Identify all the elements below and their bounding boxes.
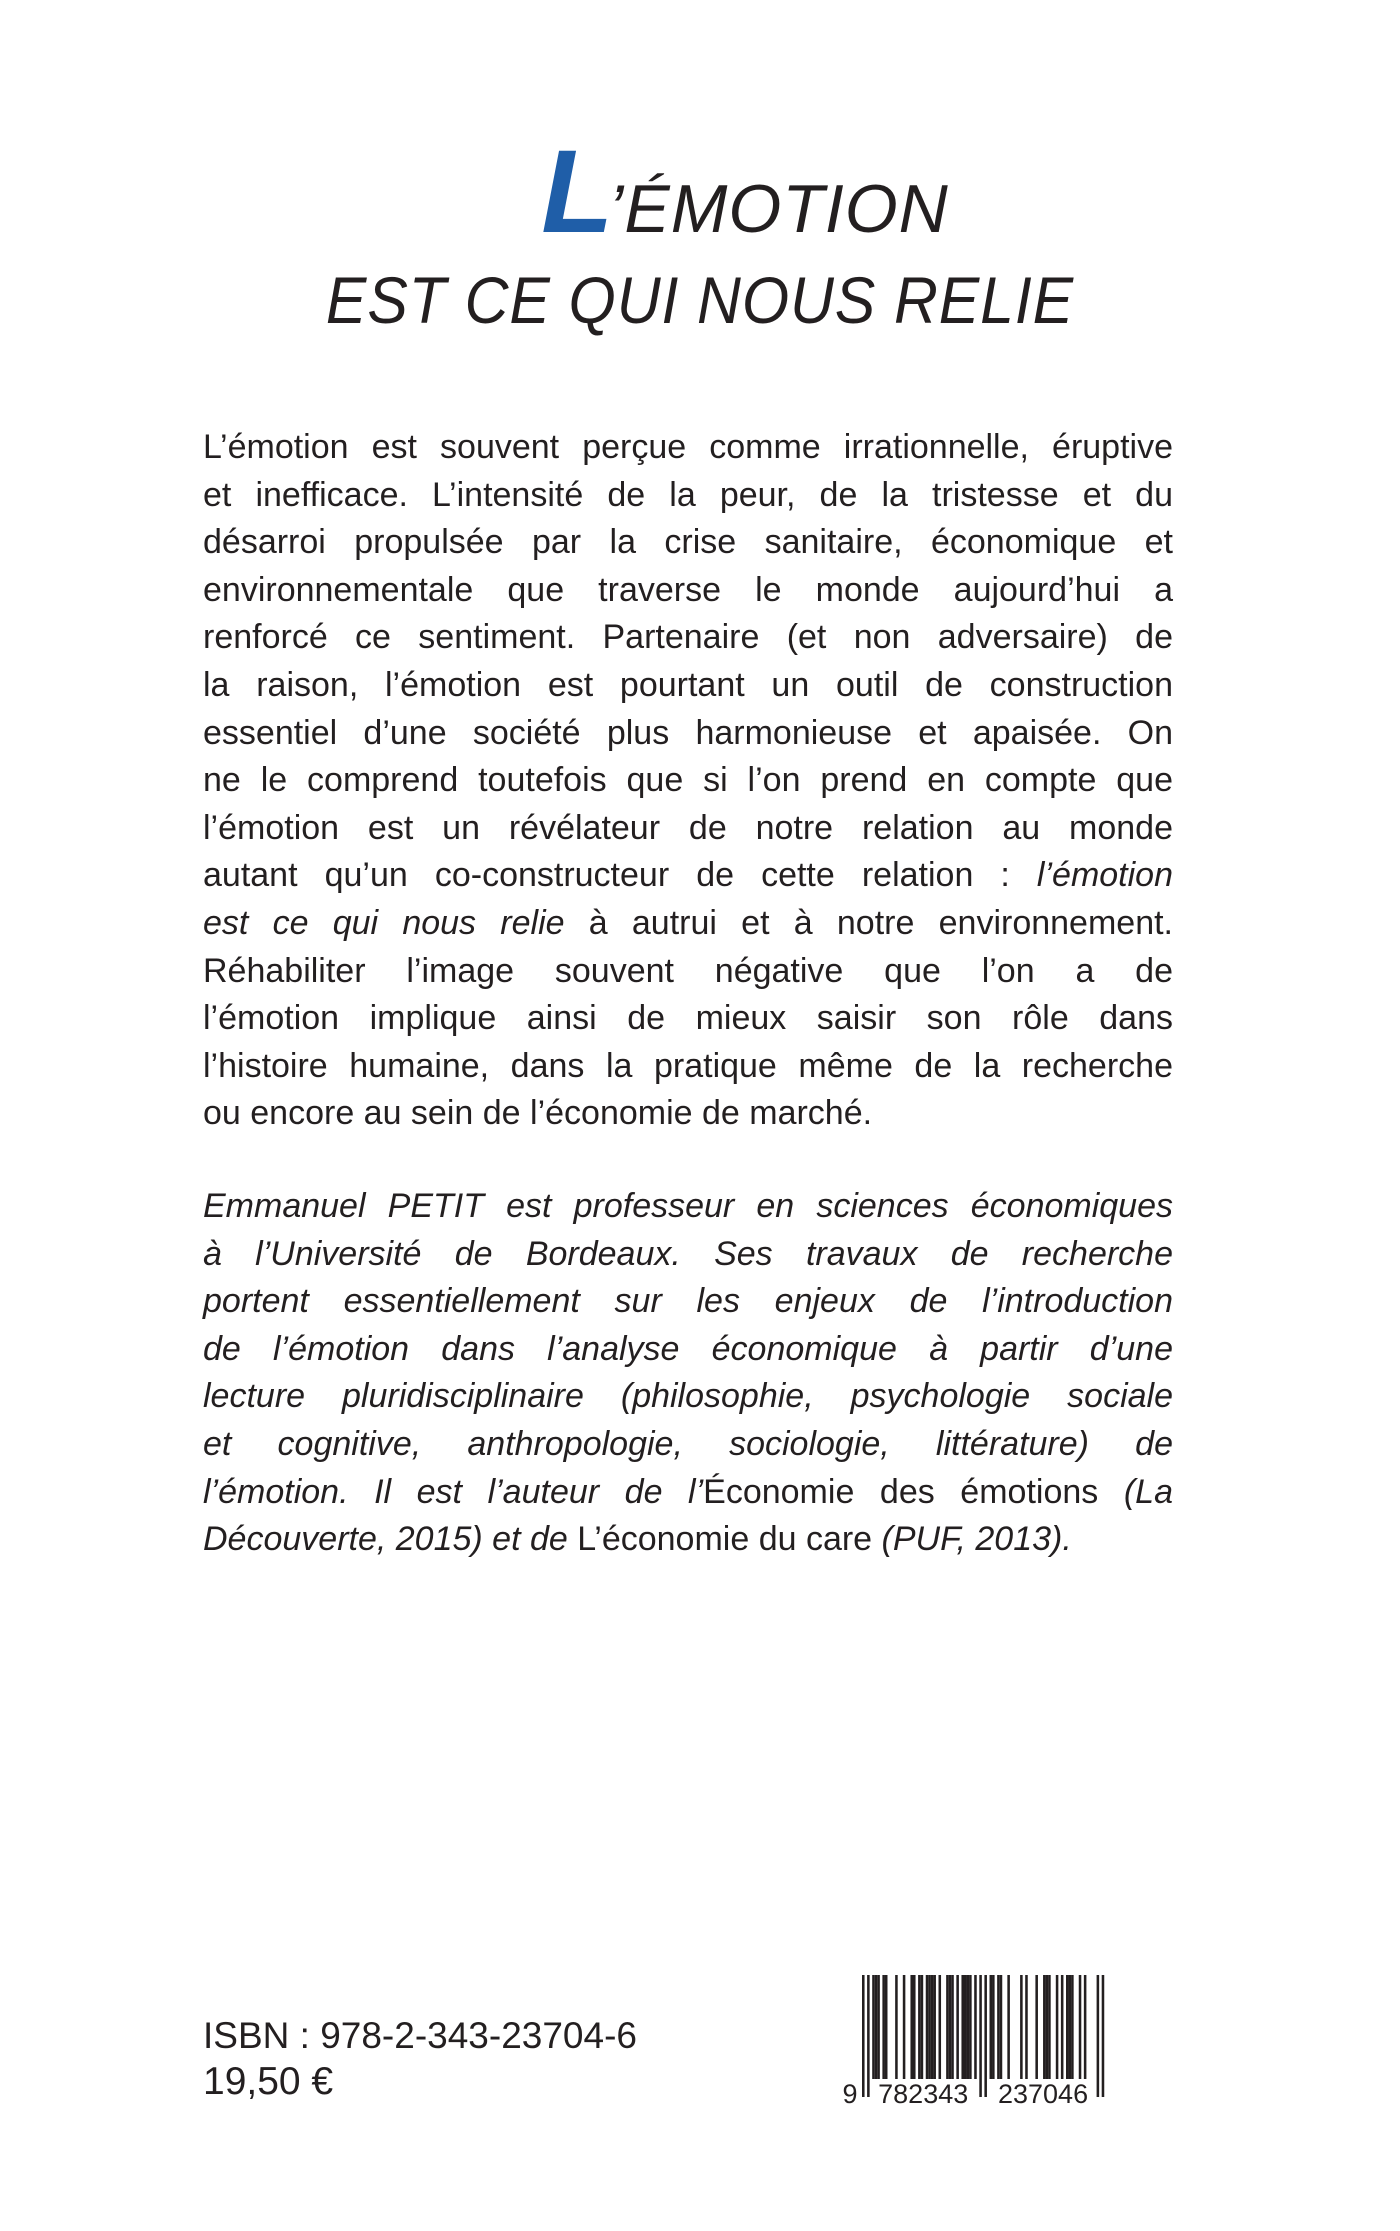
- barcode-bar: [1056, 1975, 1059, 2079]
- barcode-bar: [1020, 1975, 1023, 2079]
- barcode-bar: [949, 1975, 952, 2079]
- text-line: [203, 662, 1173, 710]
- text-line: [203, 1516, 1173, 1564]
- text-segment: de l’émotion dans l’analyse économique à partir d’une: [203, 1329, 1173, 1368]
- text-segment: l’émotion implique ainsi de mieux saisir son rôle dans: [203, 999, 1173, 1038]
- barcode-bar: [926, 1975, 929, 2079]
- barcode: [840, 1970, 1120, 2110]
- text-line: [203, 614, 1173, 662]
- title-line-1: [45, 126, 1400, 258]
- text-segment: la raison, l’émotion est pourtant un outil de construction: [203, 665, 1173, 704]
- barcode-bar: [931, 1975, 934, 2079]
- barcode-bar: [1069, 1975, 1072, 2079]
- barcode-bar: [1043, 1975, 1046, 2079]
- barcode-bar: [990, 1975, 993, 2079]
- text-segment: l’émotion. Il est l’auteur de l’: [203, 1472, 704, 1511]
- text-segment: et cognitive, anthropologie, sociologie, littérature) de: [203, 1424, 1173, 1463]
- title-initial: L: [541, 126, 615, 258]
- barcode-bar: [964, 1975, 967, 2079]
- barcode-bar: [921, 1975, 924, 2079]
- text-line: [203, 1183, 1173, 1231]
- text-line: [203, 1469, 1173, 1517]
- text-segment: portent essentiellement sur les enjeux de l’introduction: [203, 1282, 1173, 1321]
- barcode-bar: [872, 1975, 875, 2079]
- barcode-bar: [939, 1975, 942, 2079]
- emphasized-text: est ce qui nous relie: [203, 903, 565, 942]
- barcode-bar: [1025, 1975, 1028, 2079]
- text-segment: ne le comprend toutefois que si l’on prend en compte que: [203, 761, 1173, 800]
- text-segment: l’histoire humaine, dans la pratique même de la recherche: [203, 1046, 1173, 1085]
- barcode-bar: [933, 1975, 936, 2079]
- title-rest: ’ÉMOTION: [608, 171, 949, 247]
- text-line: [203, 852, 1173, 900]
- barcode-bar: [1000, 1975, 1003, 2079]
- text-segment: ou encore au sein de l’économie de marché.: [203, 1094, 873, 1133]
- barcode-bar: [1071, 1975, 1074, 2079]
- barcode-bar: [877, 1975, 880, 2079]
- text-line: [203, 1043, 1173, 1091]
- text-segment: essentiel d’une société plus harmonieuse et apaisée. On: [203, 713, 1173, 752]
- barcode-bar: [885, 1975, 888, 2079]
- barcode-bar: [1035, 1975, 1038, 2079]
- text-segment: Réhabiliter l’image souvent négative que l’on a de: [203, 951, 1173, 990]
- barcode-bar: [1048, 1975, 1051, 2079]
- text-segment: l’émotion est un révélateur de notre relation au monde: [203, 808, 1173, 847]
- barcode-bar: [918, 1975, 921, 2079]
- title-line-2: EST CE QUI NOUS RELIE: [325, 263, 1075, 337]
- barcode-bar: [862, 1975, 865, 2097]
- price: 19,50 €: [203, 2060, 334, 2103]
- summary-paragraph: [203, 424, 1173, 1138]
- barcode-bar: [1046, 1975, 1049, 2079]
- isbn: ISBN : 978-2-343-23704-6: [203, 2015, 637, 2056]
- text-segment: à autrui et à notre environnement.: [564, 903, 1173, 942]
- text-line: [203, 995, 1173, 1043]
- text-segment: Découverte, 2015) et de: [203, 1520, 578, 1559]
- barcode-bar: [913, 1975, 916, 2079]
- barcode-bar: [910, 1975, 913, 2079]
- barcode-bar: [1066, 1975, 1069, 2079]
- barcode-bar: [956, 1975, 959, 2079]
- text-line: [203, 710, 1173, 758]
- emphasized-text: Économie des émotions: [703, 1472, 1099, 1511]
- text-segment: (La: [1098, 1472, 1173, 1511]
- barcode-digits: 9: [842, 2079, 858, 2109]
- barcode-bar: [969, 1975, 972, 2079]
- text-segment: Emmanuel PETIT est professeur en sciences économiques: [203, 1187, 1173, 1225]
- barcode-bar: [984, 1975, 987, 2097]
- barcode-bar: [961, 1975, 964, 2079]
- text-line: [203, 1090, 1173, 1138]
- text-segment: renforcé ce sentiment. Partenaire (et non adversaire) de: [203, 618, 1173, 657]
- text-line: [203, 805, 1173, 853]
- barcode-bar: [1084, 1975, 1087, 2079]
- barcode-bar: [992, 1975, 995, 2079]
- text-line: [203, 1278, 1173, 1326]
- barcode-bar: [882, 1975, 885, 2079]
- barcode-bar: [979, 1975, 982, 2097]
- barcode-digits: 237046: [997, 2079, 1089, 2109]
- barcode-bar: [903, 1975, 906, 2079]
- text-segment: lecture pluridisciplinaire (philosophie, psychologie sociale: [203, 1377, 1173, 1416]
- author-bio-paragraph: [203, 1183, 1173, 1564]
- barcode-bar: [974, 1975, 977, 2079]
- emphasized-text: L’économie du care: [577, 1520, 873, 1559]
- barcode-bar: [997, 1975, 1000, 2079]
- barcode-bar: [1102, 1975, 1105, 2097]
- text-line: [203, 424, 1173, 472]
- text-line: [203, 1421, 1173, 1469]
- barcode-bar: [1061, 1975, 1064, 2079]
- text-line: [203, 1326, 1173, 1374]
- text-segment: autant qu’un co-constructeur de cette relation :: [203, 856, 1037, 895]
- text-line: [203, 1373, 1173, 1421]
- text-segment: (PUF, 2013).: [872, 1520, 1072, 1559]
- text-line: [203, 1231, 1173, 1279]
- text-segment: désarroi propulsée par la crise sanitaire, économique et: [203, 523, 1173, 562]
- text-line: [203, 567, 1173, 615]
- text-line: [203, 757, 1173, 805]
- text-segment: à l’Université de Bordeaux. Ses travaux de recherche: [203, 1234, 1173, 1273]
- text-line: [203, 519, 1173, 567]
- barcode-bar: [867, 1975, 870, 2097]
- text-line: [203, 900, 1173, 948]
- text-segment: L’émotion est souvent perçue comme irrationnelle, éruptive: [203, 428, 1173, 466]
- barcode-bar: [1079, 1975, 1082, 2079]
- text-line: [203, 948, 1173, 996]
- barcode-bar: [951, 1975, 954, 2079]
- barcode-bar: [895, 1975, 898, 2079]
- barcode-bar: [1097, 1975, 1100, 2097]
- barcode-bar: [946, 1975, 949, 2079]
- text-line: [203, 472, 1173, 520]
- barcode-bar: [928, 1975, 931, 2079]
- text-segment: environnementale que traverse le monde aujourd’hui a: [203, 570, 1173, 609]
- text-segment: et inefficace. L’intensité de la peur, de la tristesse et du: [203, 475, 1173, 514]
- emphasized-text: l’émotion: [1036, 856, 1173, 895]
- barcode-bar: [875, 1975, 878, 2079]
- barcode-digits: 782343: [878, 2079, 969, 2109]
- barcode-bar: [967, 1975, 970, 2079]
- barcode-bar: [1007, 1975, 1010, 2079]
